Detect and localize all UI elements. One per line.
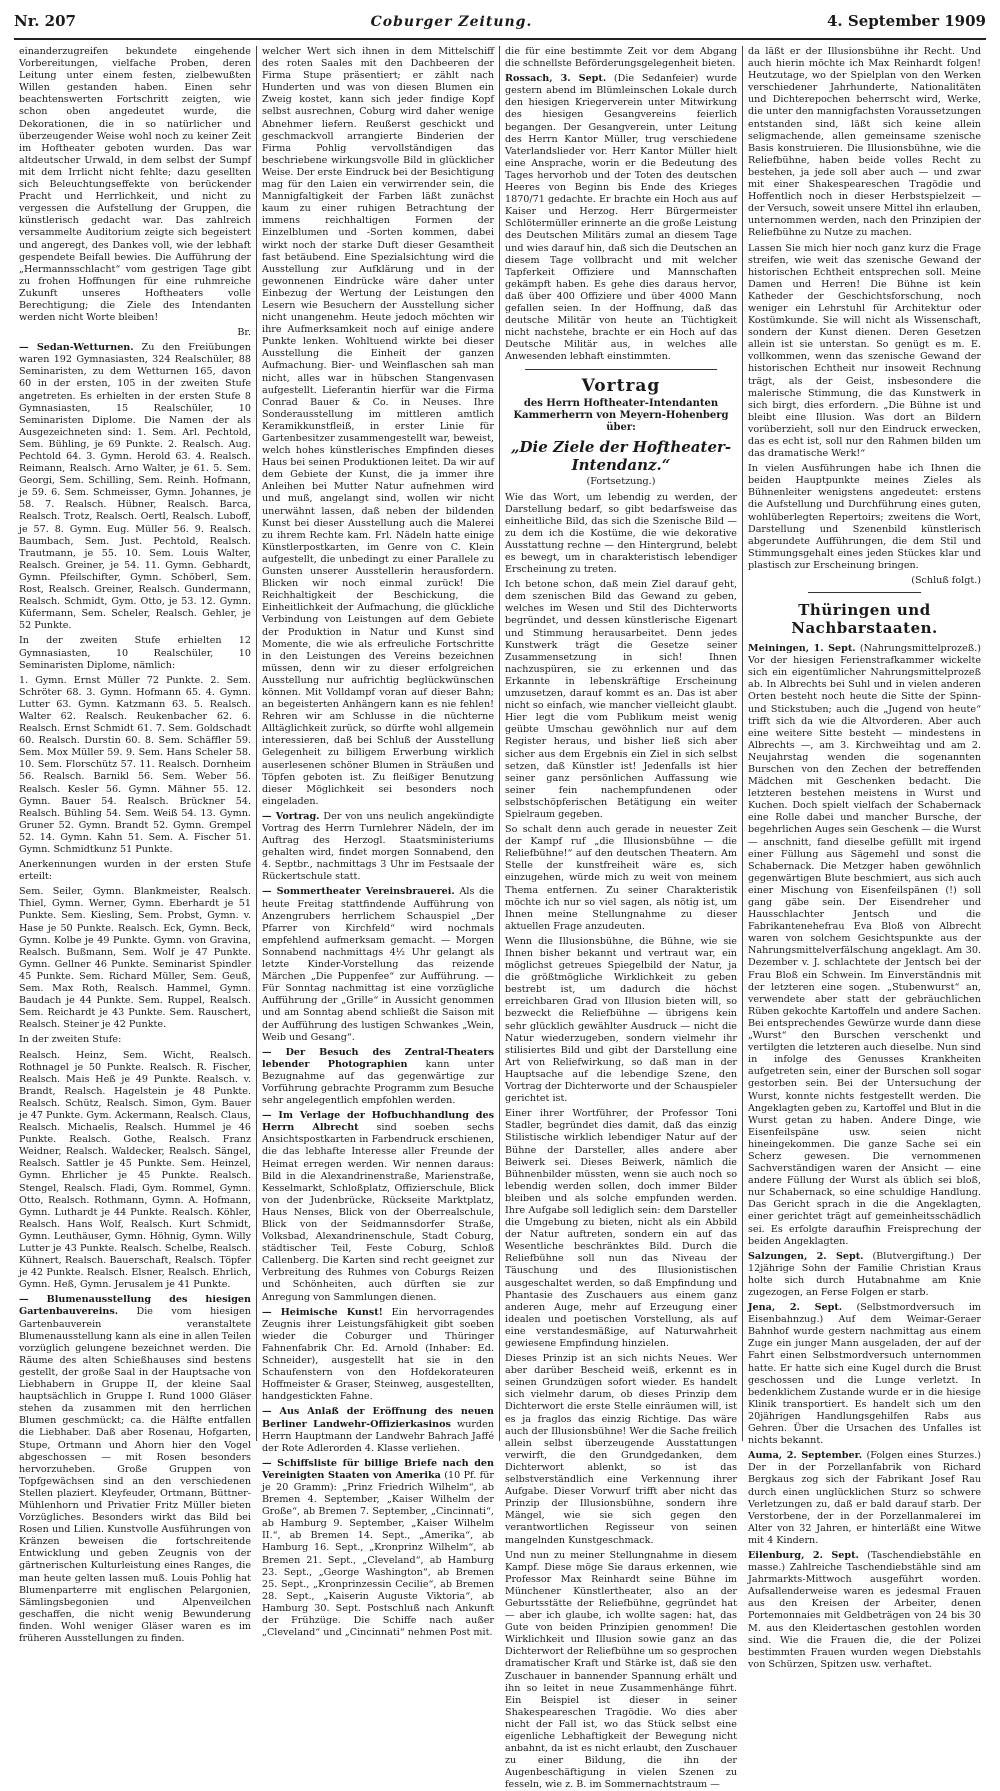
meiningen-heading: Meiningen, 1. Sept. [748,643,856,655]
lecture-paragraph: Dieses Prinzip ist an sich nichts Neues. Wer aber darüber Bescheid weiß, erkennt es in seinen Grundzügen sofort wieder. Es handelt sich vielmehr darum, ob dieses Prinzip dem Dichterwort die erste Stelle einräumen will, ist es ja fraglos das einzig Richtige. Das wäre auch der Illusionsbühne! Wer die Sache freilich allein selbst überzeugende Ausstattungen verwirft, die den Grundgedanken, dem Dichterwort ablenkt, so ist das selbstverständlich eine Verkennung ihrer Aufgabe. Dieser Vorwurf trifft aber nicht das Prinzip der Illusionsbühne, sondern ihre Mängel, wie sie sich gegen den verantwortlichen Regisseur von seinen mangelnden Kunstgeschmack. [505,1353,737,1546]
casino-heading: — Aus Anlaß der Eröffnung des neuen Berliner Landwehr-Offizierkasinos [262,1406,494,1430]
column-3 [500,46,743,1791]
lecture-paragraph: Einer ihrer Wortführer, der Professor Toni Stadler, begründet dies damit, daß das einzig Stilistische wirklich lebendiger Natur auf der Bühne der Darsteller, alles andere aber Beiwerk sei. Dieses Beiwerk, nämlich die Bühnenbilder müssten, wenn sie auch noch so lebendig werden sollen, doch immer Bilder bleiben und als solche empfunden werden. Ihre Aufgabe soll lediglich sein: dem Darsteller die Umgebung zu bieten, nicht als ein Abbild der Natur auftreten, sondern ein auf das Wesentliche beschränktes Bild. Durch die Reliefbühne soll nun das Niveau der Täuschung und des Illusionistischen ausgeschaltet werden, so daß Empfindung und Phantasie des Zuschauers aus einem ganz anderen Auge, mehr auf Erzeugung einer idealen und poetischen Vorstellung, als auf eine verstandesmäßige, auf Naturwahrheit gewiesene Empfindung hinzielen. [505,1108,737,1349]
summer-theater-heading: — Sommertheater Vereinsbrauerei. [262,886,455,898]
postcard-notice [262,1110,494,1304]
theater-review-end: einanderzugreifen bekundete eingehende Vorbereitungen, vielfache Proben, deren Leitung unter einem festen, zielbewußten Willen gestanden haben. Einen sehr beachtenswerten Fortschritt zeigten, wie schon oben angedeutet wurde, die Dekorationen, die in so natürlicher und überzeugender Weise wohl noch zu keiner Zeit im Hoftheater geboten wurden. Das war altdeutscher Urwald, in dem selbst der Sumpf mit dem Irrlicht nicht fehlte; dazu gesellten sich Beleuchtungseffekte von berückender Pracht und Herrlichkeit, und nicht zu vergessen die Aufstellung der Gruppen, die künstlerisch gedacht war. Das zahlreich versammelte Auditorium zeigte sich begeistert und angeregt, des Dankes voll, wie der lebhaft gespendete Beifall bewies. Die Aufführung der „Hermannsschlacht“ vom gestrigen Tage gibt zu frohen Hoffnungen für eine ruhmreiche Zukunft unseres Hoftheaters volle Berechtigung; die Ziele des Intendanten werden nicht Worte bleiben! [19,46,251,324]
salzungen-report [748,1251,981,1299]
lecture-title: „Die Ziele der Hoftheater-Intendanz.“ [510,438,732,475]
flower-show-text: Die vom hiesigen Gartenbauverein veranstaltete Blumenausstellung kann als eine in allen Teilen vorzüglich gelungene bezeichnet werden. Die Räume des alten Schießhauses sind bestens gestellt, der große Saal in der Hauptsache von Liebhabern in Gruppe II, der kleine Saal hauptsächlich in Gruppe I. Rund 1000 Gläser stehen da zusammen mit den herrlichen Blumen geschmückt; ca. die Hälfte entfallen die Liebhaber. Daß aber Rosenau, Hofgarten, Stupe, Ortmann und Ahorn hier den Vogel abgeschossen — mit Rosen besonders hervorzuheben. Große Gruppen von Topfgewächsen sind an den verschiedenen Stellen plaziert. Kleyfeuder, Ortmann, Büttner-Mühlenhorn und Privatier Fritz Müller bieten Vorzügliches. Besonders wirkt das Bild bei Rosen und Lilien. Kunstvolle Ausführungen von Kränzen beweisen die fortschreitende Entwicklung und geben Zeugnis von der gärtnerischen Kulturleistung eines Ranges, die man heute gelten lassen muß. Louis Pohlig hat Blumenparterre mit englischen Pelargonien, Sämlingsbegonien und Alpenveilchen geschaffen, die nicht wenig Bewunderung finden. Wohl weniger Gläser waren es im früheren Ausstellungen zu finden. [19,1306,251,1644]
jena-heading: Jena, 2. Sept. [748,1302,843,1314]
lecture-paragraph: Wie das Wort, um lebendig zu werden, der Darstellung bedarf, so gibt bedarfsweise das einheitliche Bild, das sich die Szenische Bild — zu dem ich die Kostüme, die wie dekorative Ausstattung rechne — den Hintergrund, belebt es bewegt, um in charakteristisch lebendiger Erscheinung zu treten. [505,491,737,576]
ship-list-text: (10 Pf. für je 20 Gramm): „Prinz Friedrich Wilhelm“, ab Bremen 4. September, „Kaiser Wilhelm der Große“, ab Bremen 7. September, „Cincinnati“, ab Hamburg 9. September, „Kaiser Wilhelm II.“, ab Bremen 14. Sept., „Amerika“, ab Hamburg 16. Sept., „Kronprinz Wilhelm“, ab Bremen 21. Sept., „Cleveland“, ab Hamburg 23. Sept., „George Washington“, ab Bremen 25. Sept., „Kronprinzessin Cecilie“, ab Bremen 28. Sept., „Kaiserin Auguste Viktoria“, ab Hamburg 30. Sept. Postschluß nach Ankunft der Frühzüge. Die Schiffe nach außer „Cleveland“ und „Cincinnati“ nehmen Post mit. [262,1469,494,1639]
regional-section-heading: Thüringen und Nachbarstaaten. [791,601,938,638]
second-stage-intro: In der zweiten Stufe erhielten 12 Gymnasiasten, 10 Realschüler, 10 Seminaristen Diplome, nämlich: [19,635,251,671]
summer-theater-text: Als die heute Freitag stattfindende Aufführung von Anzengrubers herrlichem Schauspiel „Der Pfarrer von Kirchfeld“ wird nochmals empfehlend aufmerksam gemacht. — Morgen Sonnabend nachmittags 4½ Uhr gelangt als letzte Kinder-Vorstellung das reizende Märchen „Die Puppenfee“ zur Aufführung. — Für Sonntag nachmittag ist eine vorzügliche Aufführung der „Grille“ in Aussicht genommen und am Sonntag abend schließt die Saison mit der Aufführung des lustigen Schwankes „Wein, Weib und Gesang“. [262,886,494,1043]
newspaper-title: Coburger Zeitung. [370,14,533,30]
flower-show-article [19,1294,251,1645]
issue-date: 4. September 1909 [826,12,986,30]
ship-list-heading: — Schiffsliste für billige Briefe nach den Vereinigten Staaten von Amerika [262,1457,494,1481]
rossach-report [505,73,737,363]
meiningen-report [748,643,981,1248]
meiningen-text: (Nahrungsmittelprozeß.) Vor der hiesigen Ferienstrafkammer wickelte sich ein eigentümlicher Nahrungsmittelprozeß ab. In Albrechts bei Suhl und in vielen anderen Orten besteht noch heute die Sitte der Spinn- und Stickstuben; auch die „Jugend von heute“ trifft sich da wie die Altvorderen. Aber auch eine weitere Sitte besteht — mindestens in Albrechts —, am 3. Kirchweihtag und am 2. Neujahrstag wenden die sogenannten Burschen von den Zechen der betreffenden Mädchen mit Geschenken bedacht. Die letzteren bestehen meistens in Wurst und Kuchen. Doch spielt vielfach der Schabernack eine Rolle dabei und mancher Bursche, der begehrlichen Auges sein Geschenk — die Wurst — anschnitt, fand dieselbe gefüllt mit irgend einer Füllung aus Sägemehl und sonst die Schabernack. Die Metzger haben gewöhnlich gegenwärtigen Blute beschmiert, aus sich auch einer Mischung von Eisenfeilspänen (!) soll gang gäbe sein. Der Eisendreher und Hausschlachter Jentsch und die Fabrikantenehefrau Eva Bloß von Albrecht waren von solchem Gesichtspunkte aus der Nahrungsmittelverfälschung angeklagt. Am 30. Dezember v. J. schlachtete der Jentsch bei der Frau Bloß ein Schwein. Im Einverständnis mit der letzteren eine sogen. „Stubenwurst“ an, verwendete aber statt der gebräuchlichen Rüben gekochte Kartoffeln und andere Sachen. Bei entsprechendes Gewürze wurde dann diese „Wurst“ den Burschen verschenkt und vertilgten die letzteren auch dieselbe. Nun sind in infolge des Genusses Krankheiten aufgetreten sein, einer der Burschen soll sogar gestorben sein. Bei der Untersuchung der Wurst, konnte nichts festgestellt werden. Die Angeklagten geben zu, Kartoffel und Blut in die Wurst getan zu haben. Andere Dinge, wie Eisenfeilspäne usw. seien nicht hineingekommen. Die ganze Sache sei ein Scherz gewesen. Die vernommenen Sachverständigen waren der Ansicht — eine andere Füllung der Wurst als üblich sei bloß, nur Schabernack, so eine schuldige Handlung. Das Gericht sprach in die die Angeklagten, einer gerichtet trägt auf gemeinheitsschädlich sei. Es erfolgte daraufhin Freisprechung der beiden Angeklagten. [748,643,981,1247]
eilenburg-heading: Eilenburg, 2. Sept. [748,1549,859,1561]
lecture-paragraph: Und nun zu meiner Stellungnahme in diesem Kampf. Diese möge Sie daraus erkennen, wie Professor Max Reinhardt seine Bühne im Münchener Künstlertheater, also an der Geburtsstätte der Reliefbühne, gegründet hat — aber ich glaube, ich wollte sagen: hat, das Gute von beiden Prinzipien genommen! Die Wirklichkeit und Illusion sowie ganz an das Dichterwort der Reliefbühne um so gesprochen dramatischer Kraft und Stärke ist, daß sie den Zuschauer in bannender Spannung erhält und ihn so leitet in neue Zusammenhänge führt. Ein Beispiel ist dieser in seiner Shakespeareschen Tragödie. Wo dies aber nicht der Fall ist, wo das Stück selbst eine eigenliche Lebhaftigkeit der Bewegung nicht anbahnt, da ist es nicht erlaubt, den Zuschauer zu einer Bildung, die ihn der Augenbeschäftigung in vielen Szenen zu fesseln, wie z. B. im Sommernachtstraum — [505,1549,737,1791]
jena-report [748,1302,981,1447]
second-stage-recognition-heading: In der zweiten Stufe: [19,1034,122,1046]
eilenburg-report [748,1550,981,1671]
ship-list-continued: die für eine bestimmte Zeit vor dem Abgang die schnellste Beförderungsgelegenheit bieten. [505,46,737,70]
lecture-paragraph: Lassen Sie mich hier noch ganz kurz die Frage streifen, wie weit das szenische Gewand der historischen Echtheit entsprechen soll. Meine Damen und Herren! Die Bühne ist kein Katheder der Geschichtsforschung, noch weniger ein Lehrstuhl für Architektur oder Kostümkunde. Sie will nicht als Wissenschaft, sondern der Kunst dienen. Deren Gesetzen allein ist sie unterstan. So genügt es m. E. vollkommen, wenn das szenische Gewand der historischen Echtheit nur insoweit Rechnung trägt, als der Geist, insbesondere die malerische Stimmung, die das Kunstwerk in sich birgt, dies erfordern. „Die Bühne ist und bleibt eine Illusion. Was dort an Bildern vorüberzieht, soll nur den Eindruck erwecken, das es echt ist, soll nur den Rahmen bilden um das dramatische Werk!“ [748,242,981,460]
lecture-continuation-note: (Fortsetzung.) [586,476,656,488]
sedan-wetturnen-article [19,342,251,632]
section-divider [808,592,921,593]
casino-text: wurden Herrn Hauptmann der Landwehr Bahrach Jaffé der Rote Adlerorden 4. Klasse verliehen. [262,1418,494,1454]
jena-text: (Selbstmordversuch im Eisenbahnzug.) Auf dem Weimar-Geraer Bahnhof wurde gestern nachmittag aus einem Zuge ein junger Mann ausgeladen, der auf der Fahrt einen Selbstmordversuch unternommen hatte. Er hatte sich eine Kugel durch die Brust geschossen und die Lunge verletzt. In bedenklichem Zustande wurde er in die hiesige Klinik transportiert. Es handelt sich um den 20jährigen Handlungsgehilfen Rabs aus Gehren. Über die Ursachen des Unfalles ist nichts bekannt. [748,1302,981,1447]
masthead [14,12,986,40]
vortrag-notice [262,811,494,884]
local-art-notice [262,1307,494,1404]
lecture-paragraph: So schalt denn auch gerade in neuester Zeit der Kampf ruf „die Illusionsbühne — die Reliefbühne!“ auf den deutschen Theatern. Am Stelle der kunstfreiheit wäre es, sich einzugehen, würde mich zu weit von meinem Thema entfernen. Zu seiner Charakteristik möchte ich nur so viel sagen, als nötig ist, um Ihnen meine Stellungnahme zu dieser aktuellen Frage anzudeuten. [505,824,737,932]
local-art-text: Ein hervorragendes Zeugnis ihrer Leistungsfähigkeit gibt soeben wieder die Coburger und Thüringer Fahnenfabrik Chr. Ed. Arnold (Inhaber: Ed. Schneider), ausgestellt hat sie in den Schaufenstern von den Hofdekorateuren Hoffmeister & Graser, Steinweg, ausgestellten, handgestickten Fahne. [262,1306,494,1403]
sedan-wetturnen-heading: — Sedan-Wetturnen. [19,342,134,354]
auma-report [748,1450,981,1547]
lecture-paragraph: Ich betone schon, daß mein Ziel darauf geht, dem szenischen Bild das Gewand zu geben, welches im Wesen und Stil des Dichterworts begründet, und dessen künstlerische Eigenart und Stimmung herausarbeitet. Denn jedes Kunstwerk trägt die Gesetze seiner Zusammensetzung in sich! Ihnen nachzuspüren, sie zu erkennen und das Erkannte in lebenskräftige Erscheinung umzusetzen, darauf kommt es an. Das ist aber nicht so einfach, wie mancher vielleicht glaubt. Hier legt die vom Publikum meist wenig geübte Umschau gewöhnlich nur auf dem Register heraus, und bisher ließ sich aber sicher aus dem Ergebnis ein Ziel in sich selbst setzen, daß Künstler ist! Jedenfalls ist hier seiner ganz persönlichen Auffassung wie seiner fein nachempfundenen oder selbstschöpferischen Betätigung ein weiter Spielraum gegeben. [505,579,737,820]
central-theater-heading: — Der Besuch des Zentral-Theaters lebender Photographien [262,1046,494,1070]
lecture-paragraph: da läßt er der Illusionsbühne ihr Recht. Und auch hierin möchte ich Max Reinhardt folgen! Heutzutage, wo der Spielplan von den Werken verschiedener Jahrhunderte, Nationalitäten und Dichterepochen beherrscht wird, Werke, die unter den mannigfachsten Voraussetzungen entstanden sind, läßt sich keine allein seligmachende, allen gemeinsame szenische Basis konstruieren. Die Illusionsbühne, wie die Reliefbühne, haben beide volles Recht zu bestehen, ja jede soll aber auch — und zwar mit einer Shakespeareschen Tragödie und Hoffentlich noch in dieser Herbstspielzeit — der Versuch, soweit unsere Mittel ihn erlauben, unternommen werden, nach den Prinzipien der Reliefbühne zu Nutze zu machen. [748,46,981,239]
lecture-byline-3: über: [606,422,636,434]
lecture-heading: Vortrag [581,376,661,397]
lecture-paragraph: Wenn die Illusionsbühne, die Bühne, wie sie Ihnen bisher bekannt und vertraut war, ein möglichst getreues Spiegelbild der Natur, ja die größtmögliche Wirklichkeit zu geben bestrebt ist, um dadurch die höchst erreichbaren Grad von Illusion bieten will, so bezweckt die Reliefbühne — übrigens kein sehr glücklich gewählter Ausdruck — nicht die Natur wiederzugeben, sondern vielmehr ihr stilisiertes Bild und gibt der Darstellung eine Art von Reliefwirkung, so daß man in der Hauptsache auf die lebendige Szene, den Vortrag der Dichterworte und der Schauspieler gerichtet ist. [505,935,737,1105]
lecture-byline-2: Kammerherrn von Meyern-Hohenberg [513,410,729,422]
auma-text: (Folgen eines Sturzes.) Der in der Porzellanfabrik von Richard Bergkaus zog sich der Fabrikant Josef Rau durch einen unglücklichen Sturz so schwere Verletzungen zu, daß er bald darauf starb. Der Verstorbene, der in der Porzellanmalerei im Alter von 32 Jahren, er hinterläßt eine Witwe mit 4 Kindern. [748,1450,981,1546]
summer-theater-notice [262,886,494,1043]
second-stage-recognition-list: Realsch. Heinz, Sem. Wicht, Realsch. Rothnagel je 50 Punkte. Realsch. R. Fischer, Realsch. Mais Heß je 49 Punkte. Realsch. v. Brandt, Realsch. Hagelstein je 48 Punkte. Realsch. Schütz, Realsch. Simon, Gym. Bauer je 47 Punkte. Gym. Ackermann, Realsch. Claus, Realsch. Michaelis, Realsch. Hummel je 46 Punkte. Realsch. Gothe, Realsch. Franz Weidner, Realsch. Waldecker, Realsch. Sängel, Realsch. Sattler je 45 Punkte. Sem. Heinzel, Gymn. Ehrlicher je 45 Punkte. Realsch. Stengel, Realsch. Fladi, Gym. Rommel, Gymn. Otto, Realsch. Rothmann, Gymn. A. Hofmann, Gymn. Luthardt je 44 Punkte. Realsch. Köhler, Realsch. Hans Wolf, Realsch. Kurt Schmidt, Gymn. Leuthäuser, Gymn. Höhnig, Gymn. Willy Lutter je 43 Punkte. Realsch. Schelbe, Realsch. Kühnert, Realsch. Bauerschaft, Realsch. Töpfer je 42 Punkte. Realsch. Elsner, Realsch. Ehrlich, Gymn. Heß, Gymn. Jerusalem je 41 Punkte. [19,1049,251,1291]
postcard-heading: — Im Verlage der Hofbuchhandlung des Herrn Albrecht [262,1110,494,1134]
casino-notice [262,1406,494,1454]
flower-show-heading: — Blumenausstellung des hiesigen Gartenbauvereins. [19,1294,251,1318]
eilenburg-text: (Taschendiebstähle en masse.) Zahlreiche Taschendiebstähle sind am Jahrmarkts-Mittwoch ausgeführt worden. Aufsallenderweise waren es jedesmal Frauen aus den Kreisen der Arbeiter, denen Portemonnaies mit Geldbeträgen von 24 bis 30 M. aus den Kleidertaschen gestohlen worden sind. Wie die Frauen die, die der Polizei bestimmten Frauen wurden wegen Diebstahls von Schürzen, Spitzen usw. verhaftet. [748,1549,981,1670]
flower-show-continued: welcher Wert sich ihnen in dem Mittelschiff des roten Saales mit den Dachbeeren der Firma Stupe präsentiert; er zählt nach Hunderten und was von diesen Blumen ein Zweig kostet, kann sich jeder findige Kopf selbst ausrechnen, Coburg wird daher wenige Abnehmer liefern. Reußerst geschickt und geschmackvoll arrangierte Binderien der Firma Pohlig vervollständigen das beschriebene wirkungsvolle Bild in glücklicher Weise. Der erste Eindruck bei der Besichtigung mag für den Laien ein verwirrender sein, die Mannigfaltigkeit der Farben läßt zunächst kaum zu einer ruhigen Betrachtung der immens reichhaltigen Formen der Einzelblumen und -Sorten kommen, dabei wirkt noch der starke Duft dieser Gesamtheit fast betäubend. Eine Spezialsichtung wird die Ausstellung zur Aufklärung und in der gewonnenen Eindrücke wäre daher unter Einbezug der Wertung der Leistungen den Lesern wie Besuchern der Ausstellung sicher nicht unangenehm. Heute jedoch möchten wir ihre Aufmerksamkeit noch auf einige andere Punkte lenken. Wohltuend wirkte bei dieser Ausstellung die Einheit der ganzen Aufmachung. Bier- und Weinflaschen sah man nicht, alles war in hübschen Stangenvasen aufgestellt. Lieferantin hierfür war die Firma Conrad Bauer & Co. in Neuses. Ihre Sonderausstellung im mittleren amtlich Keramikkunstfleiß, in erster Linie für Gartenbesitzer zusammengestellt war, beweist, welch hohes künstlerisches Empfinden dieses Haus bei seinen Produktionen leitet. Da wir auf dem Gebiete der Kunst, die ja immer ihre Anleihen bei Mutter Natur aufnehmen wird und muß, angelangt sind, wollen wir nicht unerwähnt lassen, daß neben der bildenden Kunst bei dieser Ausstellung auch die Malerei zu ihrem Rechte kam. Frl. Nädeln hatte einige Künstlerpostkarten, im Genre von C. Klein aufgestellt, die unbedingt zu einer Parallele zu Gunsten unserer Ausstellerin herausfordern. Blicken wir noch einmal zurück! Die Reichhaltigkeit der Beschickung, die Einheitlichkeit der Aufmachung, die glückliche Verbindung von Leistungen auf dem Gebiete der Produktion in Natur und Kunst sind Momente, die wie als erfreuliche Fortschritte in den Leistungen des Vereins bezeichnen müssen, denn wir zu dieser erfolgreichen Ausstellung nur aufrichtig beglückwünschen können. Mit Volldampf voran auf dieser Bahn; an begeisterten Anhängern kann es nie fehlen! Rehren wir am Schlusse in die nüchterne Alltäglichkeit zurück, so dürfte wohl allgemein interessieren, daß bei Schluß der Ausstellung Gelegenheit zu billigem Erwerbung wirklich auserlesenen schöner Blumen in Sträußen und Töpfen geboten ist. Zu fleißiger Benutzung dieser Möglichkeit sei besonders noch eingeladen. [262,46,494,807]
central-theater-text: kann unter Bezugnahme auf das gegenwärtige zur Vorführung gebrachte Programm zum Besuche sehr angelegentlich empfohlen werden. [262,1058,495,1107]
article-columns [14,46,986,1791]
salzungen-text: (Blutvergiftung.) Der 12jährige Sohn der Familie Christian Kraus holte sich durch Hutabnahme am Knie zugezogen, an Ferse Folgen er starb. [748,1250,981,1298]
first-stage-recognition-heading: Anerkennungen wurden in der ersten Stufe erteilt: [19,859,251,883]
rossach-heading: Rossach, 3. Sept. [505,73,607,85]
rossach-text: (Die Sedanfeier) wurde gestern abend im Blümleinschen Lokale durch den hiesigen Kriegerverein unter Mitwirkung des hiesigen Gesangvereins feierlich begangen. Der Gesangverein, unter Leitung des Herrn Kantor Müller, trug verschiedene Vaterlandslieder vor. Herr Kantor Müller hielt eine Ansprache, worin er die Bedeutung des Tages hervorhob und der Toten des deutschen Heeres von Beginn bis Ende des Krieges 1870/71 gedachte. Er brachte ein Hoch aus auf Kaiser und Herzog. Herr Bürgermeister Schlötermüller erinnerte an die große Leistung des Deutschen Militärs zumal an diesem Tage und wies darauf hin, daß sich die Deutschen an diesem Tage vollbracht und mit welcher Tapferkeit Offiziere und Mannschaften gekämpft haben. Es gehe dies daraus hervor, daß über 400 Offiziere und über 4000 Mann gefallen seien. In der Hoffnung, daß das deutsche Militär von heute an Tüchtigkeit nicht nachstehe, brachte er ein Hoch auf das Deutsche Militär aus, in welches alle Anwesenden lebhaft einstimmten. [505,73,737,363]
to-be-continued: (Schluß folgt.) [911,575,981,587]
author-signature: Br. [237,327,251,339]
column-1 [14,46,257,1644]
issue-number: Nr. 207 [14,12,76,30]
salzungen-heading: Salzungen, 2. Sept. [748,1250,864,1262]
lecture-paragraph: In vielen Ausführungen habe ich Ihnen die beiden Hauptpunkte meines Zieles als Bühnenleiter wenigstens angedeutet: erstens die Aufstellung und Durchführung eines guten, wohlüberlegten Repertoirs; zweitens die Wort, Darstellung und Szenenbild künstlerisch abgerundete Aufführungen, die dem Stil und Stimmungsgehalt eines jeden Stückes klar und plastisch zur Erscheinung bringen. [748,463,981,571]
vortrag-text: Der von uns neulich angekündigte Vortrag des Herrn Turnlehrer Nädeln, der im Auftrag des Herzogl. Staatsministeriums gehalten wird, findet morgen Sonnabend, den 4. Septbr., nachmittags 3 Uhr im Festsaale der Rückertschule statt. [262,810,494,883]
vortrag-heading: — Vortrag. [262,810,320,822]
auma-heading: Auma, 2. September. [748,1450,863,1462]
lecture-byline-1: des Herrn Hoftheater-Intendanten [523,398,719,410]
postcard-text: sind soeben sechs Ansichtspostkarten in Farbendruck erschienen, die das lebhafte Interesse aller Freunde der Heimat erregen werden. Wir nennen daraus: Bild in die Alexandrinenstraße, Marienstraße, Kesselmarkt, Schloßplatz, Offizierschule, Blick von der Judenbrücke, Rückseite Marktplatz, Haus Nenses, Blick von der Oberrealschule, Blick von der Seidmannsdorfer Straße, Volksbad, Alexandrinenschule, Stadt Coburg, städtischer Teil, Feste Coburg, Schloß Callenberg. Die Karten sind recht geeignet zur Verbreitung des Ruhmes von Coburgs Reizen und Schönheiten, auch dürften sie zur Anregung von Sammlungen dienen. [262,1122,494,1303]
column-2 [257,46,500,1639]
central-theater-notice [262,1047,494,1107]
section-divider [525,369,717,370]
second-stage-results: 1. Gymn. Ernst Müller 72 Punkte. 2. Sem. Schröter 68. 3. Gymn. Hofmann 65. 4. Gymn. Lutter 63. Gymn. Katzmann 63. 5. Realsch. Walter 62. Realsch. Reukenbacher 62. 6. Realsch. Ernst Schmidt 61. 7. Sem. Goldschadt 60. Realsch. Durstin 60. 8. Sem. Schäffler 59. Sem. Mox Müller 59. 9. Sem. Hans Scheler 58. 10. Sem. Florschütz 57. 11. Realsch. Dornheim 56. Realsch. Barnikl 56. Sem. Weber 56. Realsch. Kesler 56. Gymn. Mähner 55. 12. Gymn. Bauer 54. Realsch. Brückner 54. Realsch. Bühling 54. Sem. Weiß 54. 13. Gymn. Gruner 52. Gymn. Brandt 52. Gymn. Grempel 52. 14. Gymn. Kahn 51. Sem. A. Fischer 51. Gymn. Schmidtkunz 51 Punkte. [19,674,251,855]
sedan-wetturnen-text: Zu den Freiübungen waren 192 Gymnasiasten, 324 Realschüler, 88 Seminaristen, zu dem Wetturnen 165, davon 60 in der ersten, 105 in der zweiten Stufe angetreten. Es erhielten in der ersten Stufe 8 Gymnasiasten, 15 Realschüler, 10 Seminaristen Diplome. Die Namen der als Ausgezeichneten sind: 1. Sem. Arl. Pechtold, Sem. Bühling, je 69 Punkte. 2. Realsch. Aug. Pechtold 64. 3. Gymn. Herold 63. 4. Realsch. Reimann, Realsch. Arno Walter, je 61. 5. Sem. Georgi, Sem. Schilling, Sem. Reinh. Hofmann, je 59. 6. Sem. Schmeisser, Gymn. Johannes, je 58. 7. Realsch. Hübner, Realsch. Barca, Realsch. Trotz, Realsch. Oertl, Realsch. Luboff, je 57. 8. Gymn. Eug. Müller 56. 9. Realsch. Baumbach, Sem. Just. Pechtold, Realsch. Trautmann, je 55. 10. Sem. Louis Walter, Realsch. Greiner, je 54. 11. Gymn. Gebhardt, Gymn. Pfeilschifter, Gymn. Schöberl, Sem. Rost, Realsch. Greiner, Realsch. Gundermann, Realsch. Schmidt, Gym. Otto, je 53. 12. Gymn. Küfermann, Sem. Scheler, Realsch. Gehler, je 52 Punkte. [19,342,251,632]
local-art-heading: — Heimische Kunst! [262,1306,383,1318]
first-stage-recognition-list: Sem. Seiler, Gymn. Blankmeister, Realsch. Thiel, Gymn. Werner, Gymn. Eberhardt je 51 Punkte. Sem. Kiesling, Sem. Probst, Gymn. v. Hase je 50 Punkte. Realsch. Eck, Gymn. Beck, Gymn. Kolbe je 49 Punkte. Gymn. von Gravina, Realsch. Bußmann, Sem. Wolf je 47 Punkte. Gymn. Gellner 46 Punkte. Seminarist Spindler 45 Punkte. Sem. Richard Müller, Sem. Geuß, Sem. Max Roth, Realsch. Hammel, Gymn. Baudach je 44 Punkte. Sem. Ruppel, Realsch. Sem. Reichardt je 43 Punkte. Sem. Rauschert, Realsch. Steiner je 42 Punkte. [19,886,251,1031]
ship-list-notice [262,1458,494,1639]
column-4 [743,46,986,1670]
